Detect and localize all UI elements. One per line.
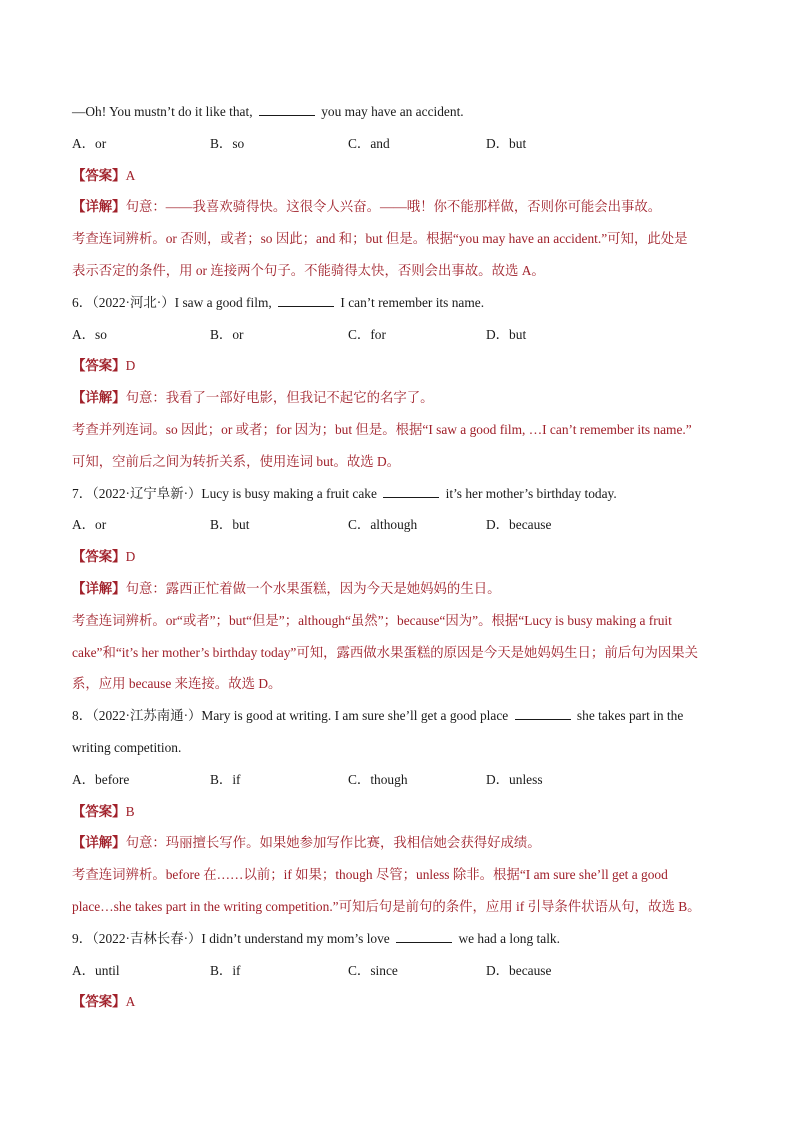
- answer-blank: [383, 485, 439, 498]
- detail-line: 可知，空前后之间为转折关系，使用连词 but。故选 D。: [72, 453, 401, 469]
- question-text: 8．（2022·江苏南通·）Mary is good at writing. I am sure she’ll get a good place she takes part in the: [72, 708, 684, 724]
- answer-value: B: [125, 803, 135, 819]
- answer-blank: [515, 707, 571, 720]
- option-b: B．so: [210, 135, 245, 151]
- options-row: [72, 955, 732, 987]
- answer-label: 【答案】: [72, 549, 126, 565]
- answer-value: A: [125, 167, 136, 183]
- answer-line: [72, 986, 732, 1018]
- question-text: 9．（2022·吉林长春·）I didn’t understand my mom’s love we had a long talk.: [72, 930, 560, 946]
- answer-label: 【答案】: [72, 803, 126, 819]
- options-row: [72, 764, 732, 796]
- option-b: B．or: [210, 326, 244, 342]
- detail-label: 【详解】: [72, 835, 126, 851]
- answer-value: D: [125, 358, 136, 374]
- detail-line: cake”和“it’s her mother’s birthday today”可知，露西做水果蛋糕的原因是今天是她妈妈生日；前后句为因果关: [72, 644, 699, 660]
- answer-blank: [278, 294, 334, 307]
- option-d: D．because: [486, 962, 552, 978]
- answer-line: [72, 541, 732, 573]
- detail-label: 【详解】: [72, 199, 126, 215]
- detail-line: 考查并列连词。so 因此；or 或者；for 因为；but 但是。根据“I saw a good film, …I can’t remember its name.”: [72, 421, 692, 437]
- option-c: C．although: [348, 517, 418, 533]
- option-d: D．but: [486, 135, 527, 151]
- detail-line: 【详解】句意：我看了一部好电影，但我记不起它的名字了。: [72, 390, 434, 406]
- answer-label: 【答案】: [72, 994, 126, 1010]
- option-b: B．if: [210, 962, 241, 978]
- option-c: C．since: [348, 962, 398, 978]
- detail-line: 考查连词辨析。or“或者”；but“但是”；although“虽然”；because“因为”。根据“Lucy is busy making a fruit: [72, 612, 672, 628]
- options-row: [72, 319, 732, 351]
- question-text: —Oh! You mustn’t do it like that, you may have an accident.: [72, 104, 464, 119]
- answer-label: 【答案】: [72, 358, 126, 374]
- option-c: C．though: [348, 771, 408, 787]
- detail-line: place…she takes part in the writing competition.”可知后句是前句的条件，应用 if 引导条件状语从句，故选 B。: [72, 898, 701, 914]
- detail-label: 【详解】: [72, 390, 126, 406]
- answer-line: [72, 796, 732, 828]
- options-row: [72, 509, 732, 541]
- option-c: C．for: [348, 326, 386, 342]
- option-a: A．until: [72, 962, 120, 978]
- options-row: [72, 128, 732, 160]
- option-a: A．or: [72, 135, 107, 151]
- detail-line: 表示否定的条件，用 or 连接两个句子。不能骑得太快，否则会出事故。故选 A。: [72, 262, 545, 278]
- answer-blank: [259, 103, 315, 116]
- detail-line: 【详解】句意：——我喜欢骑得快。这很令人兴奋。——哦！你不能那样做，否则你可能会出事故。: [72, 199, 662, 215]
- question-text: 6．（2022·河北·）I saw a good film, I can’t remember its name.: [72, 294, 485, 310]
- option-a: A．so: [72, 326, 107, 342]
- option-a: A．or: [72, 517, 107, 533]
- detail-line: 考查连词辨析。or 否则，或者；so 因此；and 和；but 但是。根据“you may have an accident.”可知，此处是: [72, 231, 688, 247]
- detail-line: 【详解】句意：露西正忙着做一个水果蛋糕，因为今天是她妈妈的生日。: [72, 580, 501, 596]
- option-b: B．but: [210, 517, 250, 533]
- document-page: [72, 96, 732, 1018]
- option-a: A．before: [72, 771, 130, 787]
- option-d: D．but: [486, 326, 527, 342]
- answer-line: [72, 350, 732, 382]
- question-text: 7．（2022·辽宁阜新·）Lucy is busy making a fruit cake it’s her mother’s birthday today.: [72, 485, 617, 501]
- question-text-continued: writing competition.: [72, 739, 182, 755]
- option-b: B．if: [210, 771, 241, 787]
- option-d: D．because: [486, 517, 552, 533]
- answer-line: [72, 160, 732, 192]
- answer-blank: [396, 930, 452, 943]
- option-c: C．and: [348, 135, 390, 151]
- answer-label: 【答案】: [72, 167, 126, 183]
- answer-value: D: [125, 549, 136, 565]
- detail-label: 【详解】: [72, 580, 126, 596]
- option-d: D．unless: [486, 771, 543, 787]
- detail-line: 系，应用 because 来连接。故选 D。: [72, 676, 282, 692]
- answer-value: A: [125, 994, 136, 1010]
- detail-line: 考查连词辨析。before 在……以前；if 如果；though 尽管；unless 除非。根据“I am sure she’ll get a good: [72, 867, 668, 883]
- detail-line: 【详解】句意：玛丽擅长写作。如果她参加写作比赛，我相信她会获得好成绩。: [72, 835, 541, 851]
